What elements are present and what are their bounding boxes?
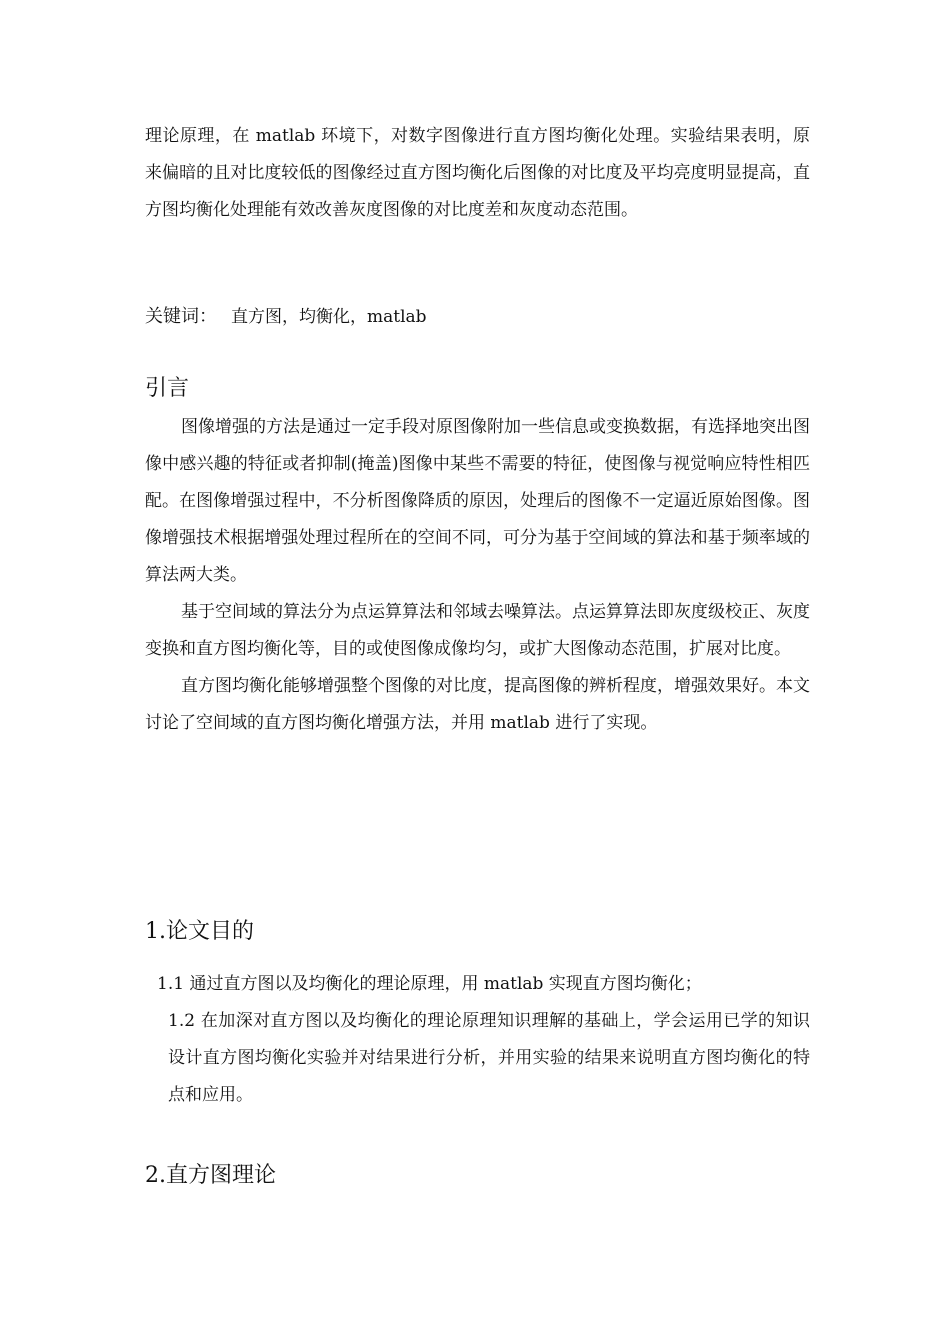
section2-number: 2. [145,1163,166,1188]
keywords-line [145,302,427,332]
keywords-value: 直方图，均衡化，matlab [231,307,427,327]
section1-heading [145,917,254,947]
intro-body [145,409,810,742]
section2-heading [145,1161,276,1191]
keywords-label: 关键词： [145,306,217,327]
intro-paragraph: 图像增强的方法是通过一定手段对原图像附加一些信息或变换数据，有选择地突出图像中感兴趣的特征或者抑制(掩盖)图像中某些不需要的特征，使图像与视觉响应特性相匹配。在图像增强过程中，不分析图像降质的原因，处理后的图像不一定逼近原始图像。图像增强技术根据增强处理过程所在的空间不同，可分为基于空间域的算法和基于频率域的算法两大类。 [145,417,810,585]
section1-title: 论文目的 [166,919,255,944]
goal-item [157,966,810,1003]
section1-number: 1. [145,919,166,944]
goal-item [168,1003,810,1114]
abstract-text: 理论原理，在 matlab 环境下，对数字图像进行直方图均衡化处理。实验结果表明，原来偏暗的且对比度较低的图像经过直方图均衡化后图像的对比度及平均亮度明显提高，直方图均衡化处理能有效改善灰度图像的对比度差和灰度动态范围。 [145,126,810,220]
goal-item-text: 在加深对直方图以及均衡化的理论原理知识理解的基础上，学会运用已学的知识设计直方图均衡化实验并对结果进行分析，并用实验的结果来说明直方图均衡化的特点和应用。 [168,1011,811,1105]
intro-paragraph: 直方图均衡化能够增强整个图像的对比度，提高图像的辨析程度，增强效果好。本文讨论了空间域的直方图均衡化增强方法，并用 matlab 进行了实现。 [145,676,810,733]
intro-heading: 引言 [145,376,190,401]
goal-item-number: 1.1 [157,974,185,994]
intro-paragraph: 基于空间域的算法分为点运算算法和邻域去噪算法。点运算算法即灰度级校正、灰度变换和直方图均衡化等，目的或使图像成像均匀，或扩大图像动态范围，扩展对比度。 [145,602,810,659]
goal-item-text: 通过直方图以及均衡化的理论原理，用 matlab 实现直方图均衡化； [189,974,702,994]
section2-title: 直方图理论 [166,1163,277,1188]
abstract-continuation [145,118,810,229]
goal-item-number: 1.2 [168,1011,196,1031]
